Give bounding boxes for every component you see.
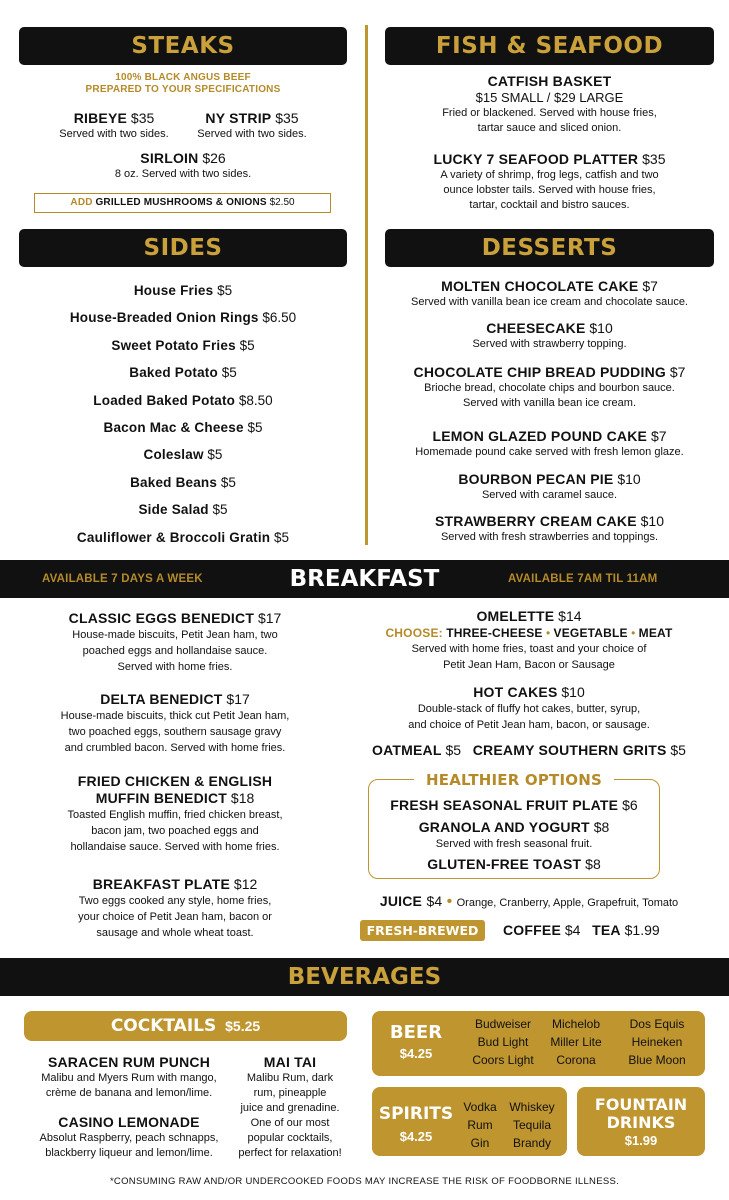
beer-col-2: Michelob Miller Lite Corona <box>550 1017 602 1067</box>
side-item: House Fries $5 <box>133 283 233 298</box>
healthier-options-title: HEALTHIER OPTIONS <box>414 770 614 790</box>
breakfast-classic-benedict: CLASSIC EGGS BENEDICT $17 House-made biscuits, Petit Jean ham, two poached eggs and hollandaise sauce. Served with home fries. <box>68 610 282 673</box>
menu-item-lucky-7-platter: LUCKY 7 SEAFOOD PLATTER $35 A variety of shrimp, frog legs, catfish and two ounce lobster tails. Served with house fries, tartar, cocktail and bistro sauces. <box>433 151 666 211</box>
cocktail-casino-lemonade: CASINO LEMONADE Absolut Raspberry, peach schnapps, blackberry liqueur and lemon/lime. <box>39 1114 219 1159</box>
steaks-banner: STEAKS <box>19 27 347 65</box>
dessert-pecan-pie: BOURBON PECAN PIE $10 Served with caramel sauce. <box>458 471 641 501</box>
beer-title: BEER <box>389 1022 443 1043</box>
breakfast-oatmeal-grits: OATMEAL $5 CREAMY SOUTHERN GRITS $5 <box>372 742 686 758</box>
side-item: Sweet Potato Fries $5 <box>111 337 255 353</box>
desserts-banner: DESSERTS <box>385 229 714 267</box>
menu-item-ny-strip: NY STRIP $35 Served with two sides. <box>197 110 307 140</box>
fresh-brewed-badge: FRESH-BREWED <box>360 920 485 941</box>
side-item: Loaded Baked Potato $8.50 <box>93 392 273 408</box>
breakfast-chicken-muffin: FRIED CHICKEN & ENGLISH MUFFIN BENEDICT $18 Toasted English muffin, fried chicken breast, bacon jam, two poached eggs and hollandaise sauce. Served with home fries. <box>67 773 283 853</box>
steaks-note: 100% BLACK ANGUS BEEF PREPARED TO YOUR SPECIFICATIONS <box>85 72 281 95</box>
breakfast-delta-benedict: DELTA BENEDICT $17 House-made biscuits, thick cut Petit Jean ham, two poached eggs, southern sausage gravy and crumbled bacon. Served with home fries. <box>60 691 290 754</box>
beer-col-3: Dos Equis Heineken Blue Moon <box>628 1017 686 1067</box>
spirits-price: $4.25 <box>399 1129 433 1144</box>
side-item: Cauliflower & Broccoli Gratin $5 <box>76 529 290 545</box>
dessert-molten: MOLTEN CHOCOLATE CAKE $7 Served with vanilla bean ice cream and chocolate sauce. <box>411 278 688 308</box>
beverages-banner: BEVERAGES <box>0 958 729 996</box>
column-divider <box>365 25 368 545</box>
breakfast-hot-cakes: HOT CAKES $10 Double-stack of fluffy hot cakes, butter, syrup, and choice of Petit Jean ham, bacon, or sausage. <box>408 684 650 731</box>
fountain-drinks-box: FOUNTAIN DRINKS $1.99 <box>577 1087 705 1156</box>
side-item: Side Salad $5 <box>138 502 228 518</box>
foodborne-disclaimer: *CONSUMING RAW AND/OR UNDERCOOKED FOODS MAY INCREASE THE RISK OF FOODBORNE ILLNESS. <box>109 1176 620 1187</box>
beer-price: $4.25 <box>399 1046 433 1061</box>
cocktail-mai-tai: MAI TAI Malibu Rum, dark rum, pineapple juice and grenadine. One of our most popular cocktails, perfect for relaxation! <box>238 1054 342 1159</box>
dessert-pound-cake: LEMON GLAZED POUND CAKE $7 Homemade pound cake served with fresh lemon glaze. <box>415 428 684 458</box>
side-item: Coleslaw $5 <box>143 447 223 463</box>
side-item: Bacon Mac & Cheese $5 <box>103 420 263 436</box>
side-item: House-Breaded Onion Rings $6.50 <box>69 310 297 326</box>
cocktail-saracen: SARACEN RUM PUNCH Malibu and Myers Rum with mango, crème de banana and lemon/lime. <box>41 1054 217 1099</box>
spirits-col-1: Vodka Rum Gin <box>463 1100 497 1150</box>
fish-banner: FISH & SEAFOOD <box>385 27 714 65</box>
sides-banner: SIDES <box>19 229 347 267</box>
breakfast-omelette: OMELETTE $14 CHOOSE: THREE-CHEESE • VEGETABLE • MEAT Served with home fries, toast and your choice of Petit Jean Ham, Bacon or Sausage <box>385 608 673 671</box>
spirits-box <box>372 1087 567 1156</box>
healthier-items: FRESH SEASONAL FRUIT PLATE $6 GRANOLA AND YOGURT $8 Served with fresh seasonal fruit. GLUTEN-FREE TOAST $8 <box>390 797 638 872</box>
breakfast-juice: JUICE $4 • Orange, Cranberry, Apple, Grapefruit, Tomato <box>379 893 679 910</box>
dessert-cheesecake: CHEESECAKE $10 Served with strawberry topping. <box>472 320 627 350</box>
sides-list <box>19 277 347 551</box>
breakfast-banner: AVAILABLE 7 DAYS A WEEK BREAKFAST AVAILABLE 7AM TIL 11AM <box>0 560 729 598</box>
menu-item-catfish-basket: CATFISH BASKET $15 SMALL / $29 LARGE Fried or blackened. Served with house fries, tartar sauce and sliced onion. <box>442 73 657 134</box>
coffee-tea: COFFEE $4 TEA $1.99 <box>503 922 660 938</box>
dessert-strawberry-cake: STRAWBERRY CREAM CAKE $10 Served with fresh strawberries and toppings. <box>434 513 664 543</box>
spirits-title: SPIRITS <box>378 1104 454 1124</box>
side-item: Baked Potato $5 <box>129 365 237 381</box>
spirits-col-2: Whiskey Tequila Brandy <box>509 1100 555 1150</box>
menu-item-ribeye: RIBEYE $35 Served with two sides. <box>59 110 169 140</box>
dessert-bread-pudding: CHOCOLATE CHIP BREAD PUDDING $7 Brioche bread, chocolate chips and bourbon sauce. Served with vanilla bean ice cream. <box>413 364 686 409</box>
cocktails-header: COCKTAILS $5.25 <box>24 1011 347 1041</box>
beer-box <box>372 1011 705 1076</box>
menu-item-sirloin: SIRLOIN $26 8 oz. Served with two sides. <box>114 150 252 180</box>
side-item: Baked Beans $5 <box>130 474 236 490</box>
addon-box: ADD GRILLED MUSHROOMS & ONIONS $2.50 <box>34 193 331 213</box>
beer-col-1: Budweiser Bud Light Coors Light <box>472 1017 534 1067</box>
breakfast-plate: BREAKFAST PLATE $12 Two eggs cooked any style, home fries, your choice of Petit Jean ham, bacon or sausage and whole wheat toast. <box>78 876 272 939</box>
